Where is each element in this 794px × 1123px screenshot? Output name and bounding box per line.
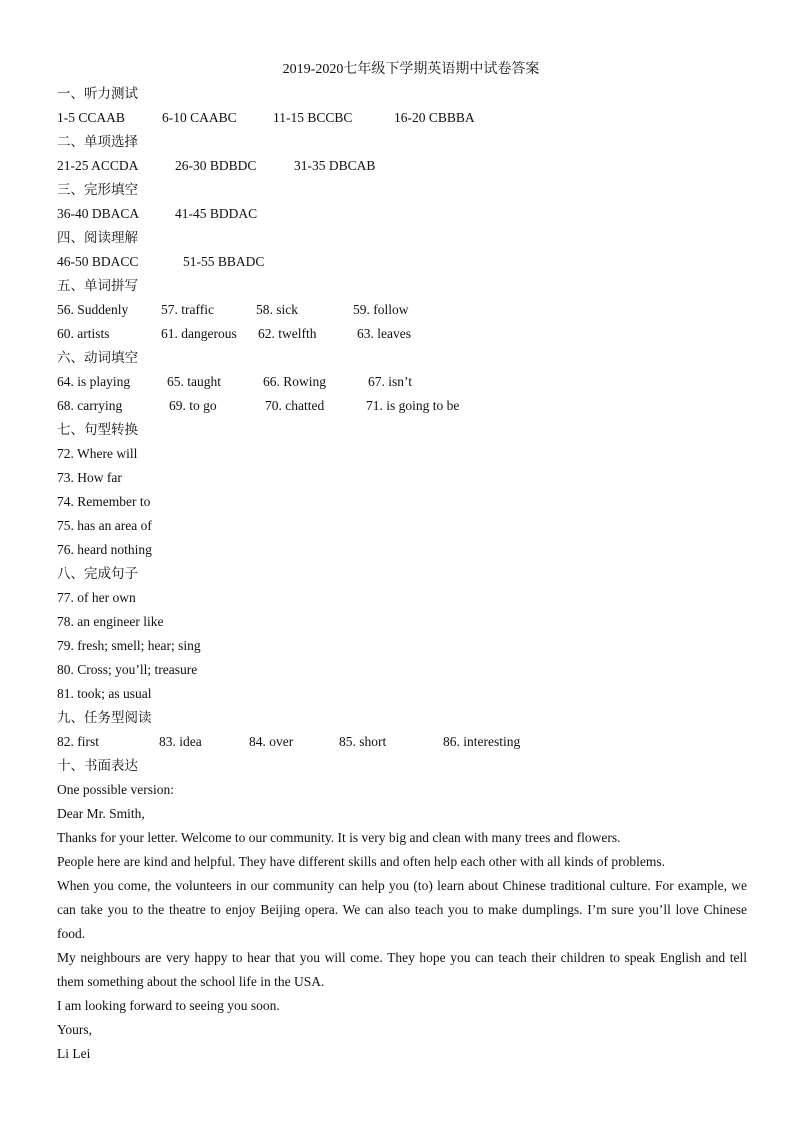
letter-paragraph: People here are kind and helpful. They have different skills and often help each other with all kinds of problems. (57, 854, 665, 869)
answer-group: 21-25 ACCDA (57, 158, 139, 173)
answer-item: 68. carrying (57, 398, 123, 413)
answer-item: 67. isn’t (368, 374, 413, 389)
writing-intro: One possible version: (57, 782, 174, 797)
answer-row-spelling-2 (57, 322, 747, 346)
answer-row-task-reading (57, 730, 747, 754)
answer-item: 81. took; as usual (57, 686, 152, 701)
answer-item: 63. leaves (357, 326, 411, 341)
section-heading-task-reading: 九、任务型阅读 (57, 710, 152, 726)
answer-item: 64. is playing (57, 374, 131, 389)
answer-item: 71. is going to be (366, 398, 460, 413)
answer-group: 1-5 CCAAB (57, 110, 125, 125)
answer-group: 46-50 BDACC (57, 254, 139, 269)
answer-item: 58. sick (256, 302, 298, 317)
answer-item: 59. follow (353, 302, 409, 317)
section-heading-single-choice: 二、单项选择 (57, 134, 138, 150)
answer-item: 79. fresh; smell; hear; sing (57, 638, 201, 653)
section-heading-transform: 七、句型转换 (57, 422, 138, 438)
answer-row-cloze (57, 202, 747, 226)
answer-group: 26-30 BDBDC (175, 158, 257, 173)
answer-item: 73. How far (57, 470, 122, 485)
section-heading-verbs: 六、动词填空 (57, 350, 138, 366)
answer-item: 82. first (57, 734, 99, 749)
section-heading-cloze: 三、完形填空 (57, 182, 138, 198)
answer-item: 86. interesting (443, 734, 521, 749)
answer-item: 70. chatted (265, 398, 325, 413)
answer-item: 61. dangerous (161, 326, 237, 341)
answer-group: 16-20 CBBBA (394, 110, 475, 125)
answer-row-single-choice (57, 154, 747, 178)
answer-group: 36-40 DBACA (57, 206, 140, 221)
section-heading-writing: 十、书面表达 (57, 758, 138, 774)
answer-row-spelling-1 (57, 298, 747, 322)
letter-closing: Yours, (57, 1022, 93, 1037)
answer-group: 41-45 BDDAC (175, 206, 258, 221)
answer-item: 80. Cross; you’ll; treasure (57, 662, 198, 677)
letter-paragraph: I am looking forward to seeing you soon. (57, 998, 280, 1013)
answer-item: 57. traffic (161, 302, 214, 317)
answer-row-verbs-1 (57, 370, 747, 394)
answer-item: 78. an engineer like (57, 614, 164, 629)
answer-group: 6-10 CAABC (162, 110, 237, 125)
section-heading-listening: 一、听力测试 (57, 86, 138, 102)
answer-item: 69. to go (169, 398, 217, 413)
section-heading-reading: 四、阅读理解 (57, 230, 138, 246)
answer-item: 72. Where will (57, 446, 138, 461)
letter-signature: Li Lei (57, 1046, 91, 1061)
answer-row-listening (57, 106, 747, 130)
answer-group: 11-15 BCCBC (273, 110, 353, 125)
letter-greeting: Dear Mr. Smith, (57, 806, 145, 821)
section-heading-spelling: 五、单词拼写 (57, 278, 138, 294)
answer-item: 76. heard nothing (57, 542, 152, 557)
answer-item: 77. of her own (57, 590, 136, 605)
answer-item: 65. taught (167, 374, 221, 389)
letter-paragraph: When you come, the volunteers in our community can help you (to) learn about Chinese traditional culture. For example, we can take you to the theatre to enjoy Beijing opera. We can also teach you to make dumplings. I’m sure you’ll love Chinese food. (57, 878, 747, 941)
answer-item: 60. artists (57, 326, 110, 341)
answer-item: 66. Rowing (263, 374, 327, 389)
letter-paragraph: Thanks for your letter. Welcome to our community. It is very big and clean with many trees and flowers. (57, 830, 621, 845)
answer-item: 85. short (339, 734, 387, 749)
answer-item: 83. idea (159, 734, 202, 749)
answer-group: 51-55 BBADC (183, 254, 265, 269)
answer-item: 62. twelfth (258, 326, 317, 341)
answer-group: 31-35 DBCAB (294, 158, 376, 173)
page-title: 2019-2020七年级下学期英语期中试卷答案 (282, 62, 540, 77)
answer-row-reading (57, 250, 747, 274)
answer-item: 75. has an area of (57, 518, 152, 533)
section-heading-complete-sentences: 八、完成句子 (57, 566, 138, 582)
answer-row-verbs-2 (57, 394, 747, 418)
answer-item: 74. Remember to (57, 494, 151, 509)
answer-item: 84. over (249, 734, 294, 749)
letter-paragraph: My neighbours are very happy to hear that you will come. They hope you can teach their children to speak English and tell them something about the school life in the USA. (57, 950, 747, 989)
answer-item: 56. Suddenly (57, 302, 129, 317)
answer-sheet (57, 58, 747, 1066)
